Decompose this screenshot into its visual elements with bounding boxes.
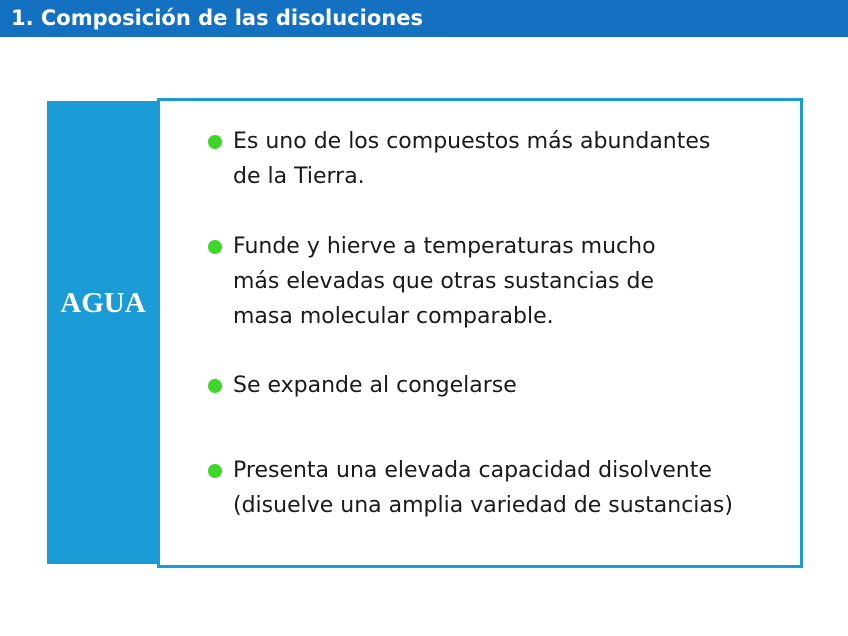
bullet-line: de la Tierra. — [233, 164, 365, 189]
bullet-item — [233, 229, 656, 334]
header-bar — [0, 0, 848, 37]
bullet-item — [233, 368, 517, 403]
bullet-line: Es uno de los compuestos más abundantes — [233, 129, 711, 154]
bullet-line: (disuelve una amplia variedad de sustancias) — [233, 493, 733, 518]
bullet-item — [233, 453, 733, 523]
bullet-item — [233, 124, 710, 194]
bullet-line: Presenta una elevada capacidad disolvente — [233, 458, 712, 483]
bullet-line: más elevadas que otras sustancias de — [233, 269, 655, 294]
bullet-dot-icon — [208, 240, 222, 254]
page-title: 1. Composición de las disoluciones — [11, 6, 423, 30]
side-label: AGUA — [60, 287, 146, 319]
bullet-dot-icon — [208, 464, 222, 478]
bullet-dot-icon — [208, 135, 222, 149]
bullet-line: Funde y hierve a temperaturas mucho — [233, 234, 656, 259]
bullet-line: Se expande al congelarse — [233, 373, 517, 398]
side-label-block — [47, 101, 159, 564]
bullet-line: masa molecular comparable. — [233, 304, 554, 329]
bullet-dot-icon — [208, 379, 222, 393]
